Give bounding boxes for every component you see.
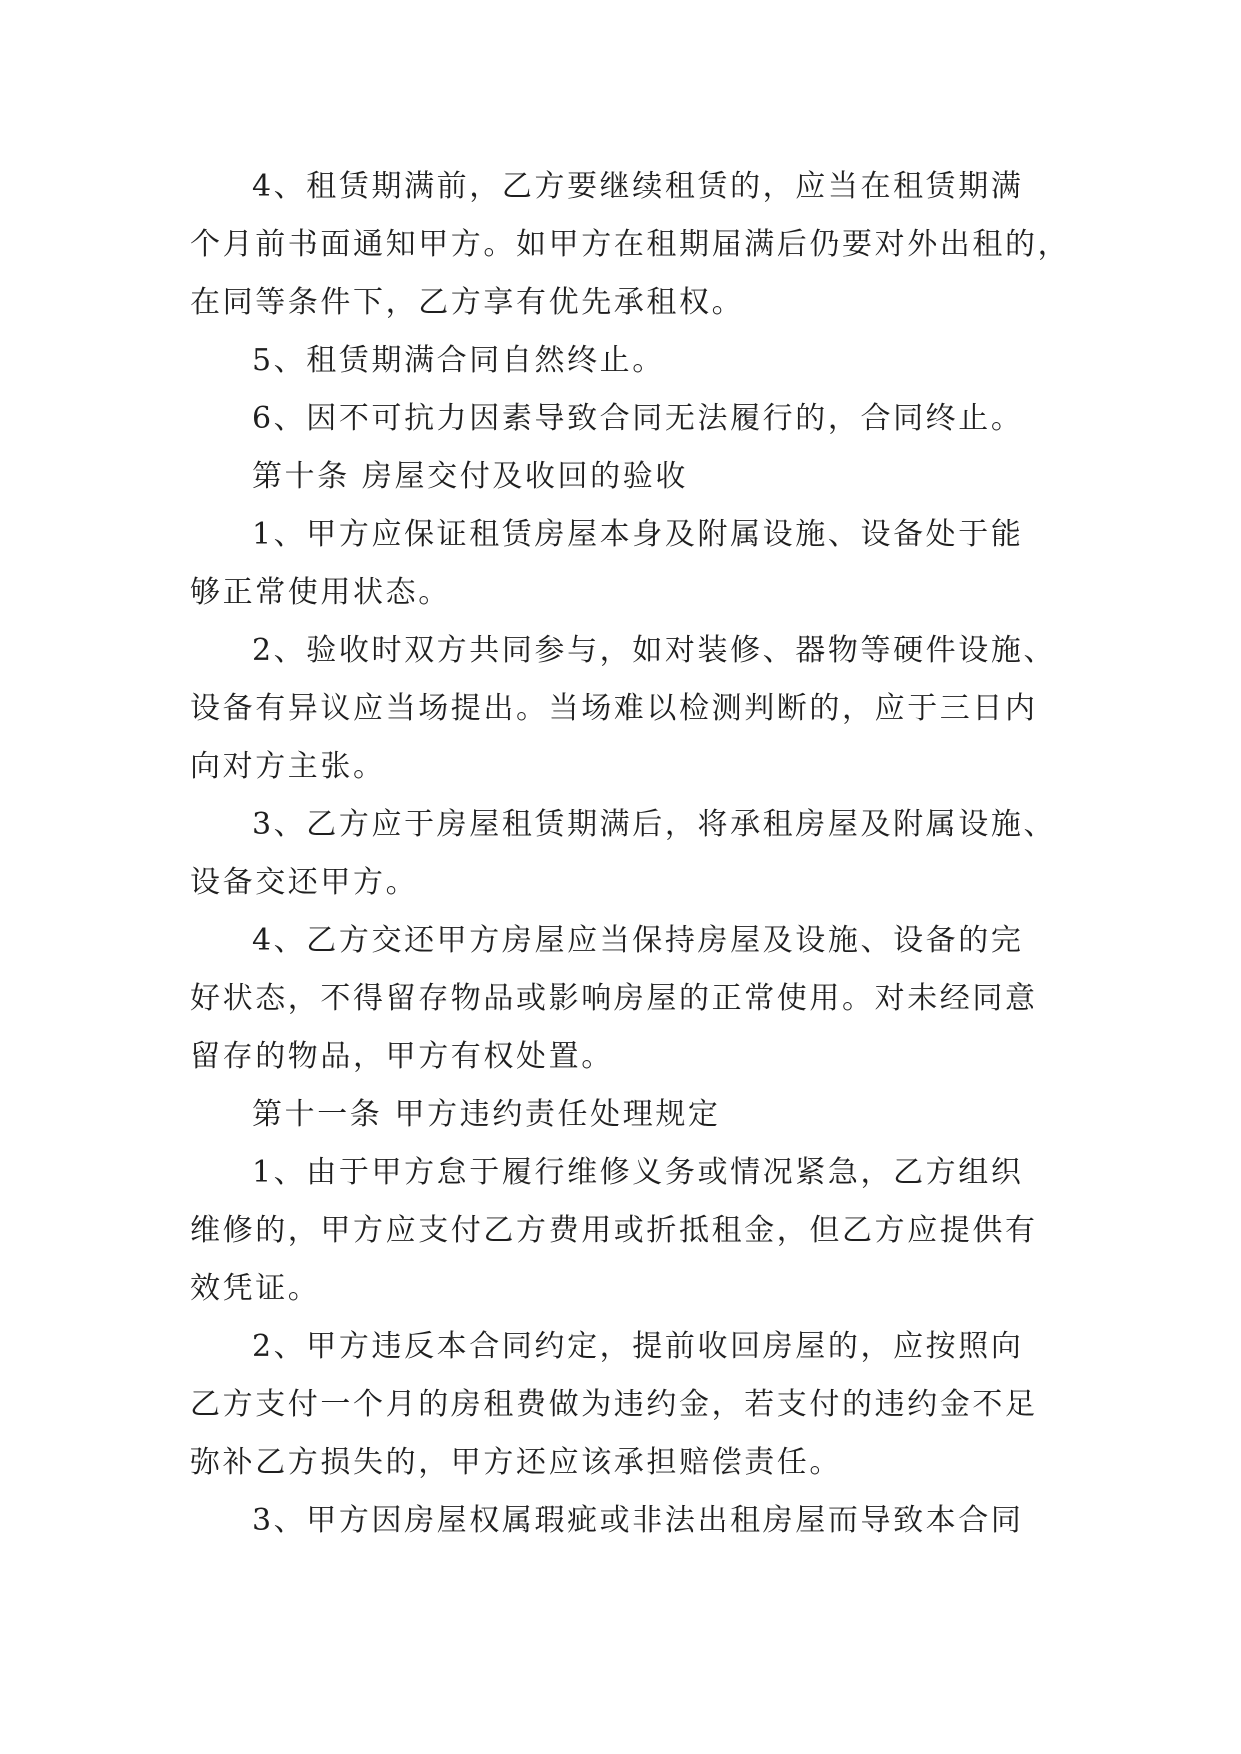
paragraph-joint-inspection: [190, 622, 1090, 796]
text-line: 2、验收时双方共同参与，如对装修、器物等硬件设施、: [252, 633, 1057, 668]
text-line: 在同等条件下，乙方享有优先承租权。: [190, 285, 745, 320]
text-line: 1、由于甲方怠于履行维修义务或情况紧急，乙方组织: [252, 1155, 1024, 1190]
article-10-heading: [190, 448, 1090, 506]
text-line: 6、因不可抗力因素导致合同无法履行的，合同终止。: [252, 401, 1024, 436]
text-line: 3、乙方应于房屋租赁期满后，将承租房屋及附属设施、: [252, 807, 1057, 842]
text-line: 4、乙方交还甲方房屋应当保持房屋及设施、设备的完: [252, 923, 1024, 958]
text-line: 维修的，甲方应支付乙方费用或折抵租金，但乙方应提供有: [190, 1213, 1038, 1248]
text-line: 乙方支付一个月的房租费做为违约金，若支付的违约金不足: [190, 1387, 1038, 1422]
text-line: 个月前书面通知甲方。如甲方在租期届满后仍要对外出租的，: [190, 227, 1071, 262]
text-line: 设备有异议应当场提出。当场难以检测判断的，应于三日内: [190, 691, 1038, 726]
text-line: 向对方主张。: [190, 749, 386, 784]
text-line: 设备交还甲方。: [190, 865, 419, 900]
paragraph-force-majeure: [190, 390, 1090, 448]
paragraph-title-defect: [190, 1492, 1090, 1550]
paragraph-early-repossession: [190, 1318, 1090, 1492]
text-line: 4、租赁期满前，乙方要继续租赁的，应当在租赁期满: [252, 169, 1024, 204]
text-line: 3、甲方因房屋权属瑕疵或非法出租房屋而导致本合同: [252, 1503, 1024, 1538]
text-line: 弥补乙方损失的，甲方还应该承担赔偿责任。: [190, 1445, 842, 1480]
text-line: 效凭证。: [190, 1271, 321, 1306]
text-line: 够正常使用状态。: [190, 575, 451, 610]
section-heading: 第十条 房屋交付及收回的验收: [252, 459, 688, 494]
text-line: 5、租赁期满合同自然终止。: [252, 343, 665, 378]
contract-text: [190, 158, 1090, 1550]
paragraph-return-condition: [190, 912, 1090, 1086]
text-line: 1、甲方应保证租赁房屋本身及附属设施、设备处于能: [252, 517, 1024, 552]
paragraph-usable-condition: [190, 506, 1090, 622]
section-heading: 第十一条 甲方违约责任处理规定: [252, 1097, 721, 1132]
paragraph-repair-costs: [190, 1144, 1090, 1318]
text-line: 好状态，不得留存物品或影响房屋的正常使用。对未经同意: [190, 981, 1038, 1016]
article-11-heading: [190, 1086, 1090, 1144]
paragraph-natural-termination: [190, 332, 1090, 390]
text-line: 2、甲方违反本合同约定，提前收回房屋的，应按照向: [252, 1329, 1024, 1364]
paragraph-return-property: [190, 796, 1090, 912]
paragraph-renewal-notice: [190, 158, 1090, 332]
text-line: 留存的物品，甲方有权处置。: [190, 1039, 614, 1074]
